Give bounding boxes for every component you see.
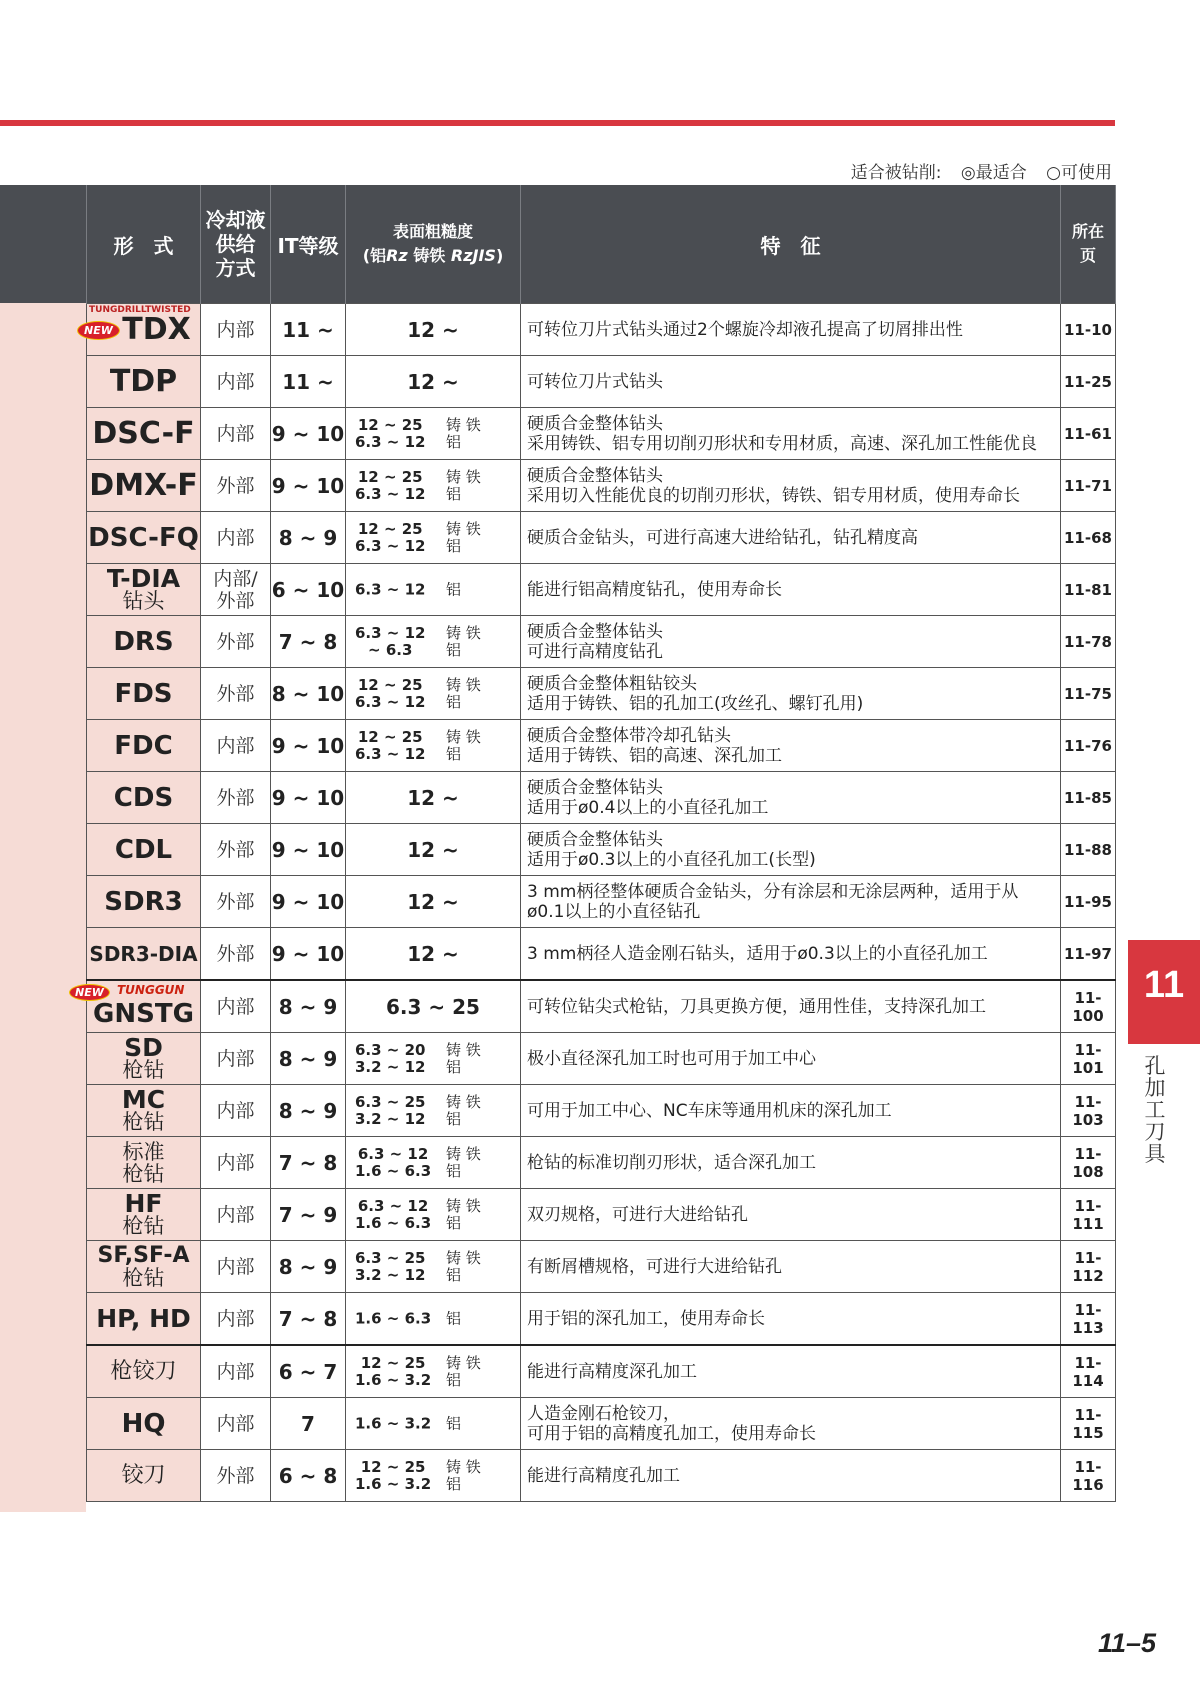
tool-name bbox=[87, 1085, 201, 1137]
feature-cell bbox=[521, 616, 1061, 668]
tool-name: CDS bbox=[87, 772, 201, 824]
feature-cell: 能进行高精度深孔加工 bbox=[521, 1345, 1061, 1398]
tool-name: DMX-F bbox=[87, 460, 201, 512]
roughness-value: 6.3 ~ 12 bbox=[355, 580, 426, 598]
page-ref: 11-10 bbox=[1061, 304, 1116, 356]
tool-name: DRS bbox=[87, 616, 201, 668]
chapter-number: 11 bbox=[1143, 964, 1185, 1006]
table-row bbox=[87, 1293, 1116, 1346]
roughness-cell: 12 ~ bbox=[346, 772, 521, 824]
material-label: 铸 铁 bbox=[446, 1353, 481, 1372]
it-cell: 9 ~ 10 bbox=[271, 928, 346, 981]
tool-name-line1: T-DIA bbox=[106, 563, 181, 593]
material-label: 铝 bbox=[446, 1474, 462, 1493]
chapter-title bbox=[1143, 1055, 1167, 1165]
page-number: 11–5 bbox=[1098, 1628, 1157, 1658]
table-row bbox=[87, 1033, 1116, 1085]
tool-name: SDR3-DIA bbox=[87, 928, 201, 981]
feature-line: 硬质合金整体钻头 bbox=[527, 621, 663, 642]
header-roughness bbox=[346, 185, 521, 304]
header-coolant-l1: 冷却液 bbox=[205, 208, 266, 232]
it-cell: 6 ~ 10 bbox=[271, 564, 346, 616]
feature-line: 硬质合金整体钻头 bbox=[527, 777, 663, 798]
feature-cell: 极小直径深孔加工时也可用于加工中心 bbox=[521, 1033, 1061, 1085]
coolant-cell bbox=[201, 564, 271, 616]
material-label: 铸 铁 bbox=[446, 1457, 481, 1476]
coolant-cell: 内部 bbox=[201, 1345, 271, 1398]
page-ref: 11-75 bbox=[1061, 668, 1116, 720]
coolant-line: 外部 bbox=[216, 589, 255, 612]
feature-cell: 枪钻的标准切削刃形状，适合深孔加工 bbox=[521, 1137, 1061, 1189]
coolant-cell: 外部 bbox=[201, 1450, 271, 1502]
material-label: 铝 bbox=[446, 640, 462, 659]
roughness-value: 6.3 ~ 20 bbox=[355, 1040, 426, 1059]
roughness-value: 6.3 ~ 12 bbox=[355, 623, 426, 642]
tool-name-line2: 枪钻 bbox=[122, 1213, 165, 1238]
tool-name-line1: SD bbox=[124, 1032, 163, 1062]
tool-name: FDC bbox=[87, 720, 201, 772]
it-cell: 8 ~ 9 bbox=[271, 1241, 346, 1293]
roughness-value: 1.6 ~ 6.3 bbox=[355, 1161, 432, 1180]
it-cell: 7 ~ 8 bbox=[271, 1137, 346, 1189]
coolant-cell: 内部 bbox=[201, 1085, 271, 1137]
page-ref: 11-103 bbox=[1061, 1085, 1116, 1137]
feature-cell: 可转位钻尖式枪钻，刀具更换方便，通用性佳，支持深孔加工 bbox=[521, 980, 1061, 1033]
it-cell: 7 ~ 8 bbox=[271, 616, 346, 668]
roughness-cell: 12 ~ bbox=[346, 876, 521, 928]
material-label: 铝 bbox=[446, 1370, 462, 1389]
tool-name bbox=[87, 564, 201, 616]
new-badge: NEW bbox=[69, 984, 110, 1001]
tool-name: TDP bbox=[87, 356, 201, 408]
chapter-title-char: 具 bbox=[1144, 1142, 1166, 1166]
material-label: 铝 bbox=[446, 692, 462, 711]
tool-name-line2: 枪钻 bbox=[122, 1265, 165, 1290]
feature-line: 采用切入性能优良的切削刃形状，铸铁、铝专用材质，使用寿命长 bbox=[527, 485, 1020, 506]
feature-cell bbox=[521, 408, 1061, 460]
feature-line: 适用于铸铁、铝的高速、深孔加工 bbox=[527, 745, 782, 766]
material-label: 铝 bbox=[446, 484, 462, 503]
feature-cell: 能进行高精度孔加工 bbox=[521, 1450, 1061, 1502]
coolant-cell: 内部 bbox=[201, 980, 271, 1033]
roughness-value: 6.3 ~ 12 bbox=[355, 744, 426, 763]
header-coolant-l2: 供给 bbox=[215, 232, 256, 256]
table-row bbox=[87, 980, 1116, 1033]
roughness-cell bbox=[346, 1137, 521, 1189]
tool-name bbox=[75, 980, 201, 1033]
header-form: 形 式 bbox=[87, 185, 201, 304]
it-cell: 9 ~ 10 bbox=[271, 772, 346, 824]
chapter-title-char: 孔 bbox=[1144, 1054, 1166, 1078]
page-ref: 11-100 bbox=[1061, 980, 1116, 1033]
tool-name: SDR3 bbox=[87, 876, 201, 928]
table-row bbox=[87, 1241, 1116, 1293]
roughness-value: 1.6 ~ 3.2 bbox=[355, 1370, 432, 1389]
coolant-cell: 内部 bbox=[201, 1033, 271, 1085]
tool-name: 铰刀 bbox=[87, 1450, 201, 1502]
header-page bbox=[1061, 185, 1116, 304]
roughness-value: 6.3 ~ 12 bbox=[357, 1144, 429, 1163]
header-rough-l1: 表面粗糙度 bbox=[392, 222, 473, 241]
tool-name bbox=[87, 1137, 201, 1189]
page-ref: 11-61 bbox=[1061, 408, 1116, 460]
tool-name-line1: HF bbox=[124, 1188, 163, 1218]
table-row bbox=[87, 824, 1116, 876]
table-row bbox=[87, 1189, 1116, 1241]
header-rough-l2c: 铸铁 bbox=[407, 246, 446, 265]
coolant-cell: 内部 bbox=[201, 1398, 271, 1450]
tool-name-line1: SF,SF-A bbox=[97, 1242, 190, 1268]
table-row bbox=[87, 1398, 1116, 1450]
header-page-l2: 页 bbox=[1079, 246, 1096, 265]
feature-line: 适用于ø0.3以上的小直径孔加工(长型) bbox=[527, 849, 816, 870]
roughness-cell: 12 ~ bbox=[346, 928, 521, 981]
tungdrill-twisted-logo: TUNGDRILLTWISTED bbox=[89, 305, 191, 315]
roughness-cell bbox=[346, 460, 521, 512]
header-coolant-l3: 方式 bbox=[215, 256, 256, 280]
it-cell: 6 ~ 8 bbox=[271, 1450, 346, 1502]
coolant-cell: 外部 bbox=[201, 616, 271, 668]
roughness-value: 12 ~ 25 bbox=[357, 519, 423, 538]
left-material-strip bbox=[0, 185, 86, 1512]
page-ref: 11-113 bbox=[1061, 1293, 1116, 1346]
coolant-cell: 外部 bbox=[201, 876, 271, 928]
page-ref: 11-85 bbox=[1061, 772, 1116, 824]
header-page-l1: 所在 bbox=[1071, 222, 1104, 241]
coolant-cell: 内部 bbox=[201, 512, 271, 564]
tool-name-text: TDX bbox=[122, 311, 191, 347]
roughness-cell: 12 ~ bbox=[346, 304, 521, 356]
roughness-value: 3.2 ~ 12 bbox=[355, 1265, 426, 1284]
roughness-value: 6.3 ~ 25 bbox=[355, 1092, 426, 1111]
table-row bbox=[87, 1450, 1116, 1502]
page-ref: 11-108 bbox=[1061, 1137, 1116, 1189]
roughness-value: 1.6 ~ 6.3 bbox=[355, 1213, 432, 1232]
material-label: 铝 bbox=[446, 1161, 462, 1180]
chapter-tab[interactable] bbox=[1128, 940, 1200, 1044]
roughness-value: 1.6 ~ 6.3 bbox=[355, 1309, 432, 1327]
feature-line: 硬质合金整体钻头 bbox=[527, 465, 663, 486]
feature-line: 硬质合金整体带冷却孔钻头 bbox=[527, 725, 731, 746]
roughness-cell bbox=[346, 668, 521, 720]
table-row bbox=[87, 564, 1116, 616]
roughness-cell bbox=[346, 1085, 521, 1137]
feature-cell: 可用于加工中心、NC车床等通用机床的深孔加工 bbox=[521, 1085, 1061, 1137]
material-label: 铸 铁 bbox=[446, 623, 481, 642]
roughness-value: 12 ~ 25 bbox=[360, 1457, 426, 1476]
tool-name bbox=[84, 304, 201, 356]
tool-name bbox=[87, 1241, 201, 1293]
roughness-cell: 6.3 ~ 25 bbox=[346, 980, 521, 1033]
it-cell: 9 ~ 10 bbox=[271, 876, 346, 928]
table-row bbox=[87, 512, 1116, 564]
tool-name: 枪铰刀 bbox=[87, 1345, 201, 1398]
roughness-cell bbox=[346, 1398, 521, 1450]
feature-cell: 可转位刀片式钻头 bbox=[521, 356, 1061, 408]
roughness-value: 3.2 ~ 12 bbox=[355, 1057, 426, 1076]
coolant-cell: 外部 bbox=[201, 928, 271, 981]
feature-cell bbox=[521, 668, 1061, 720]
legend-usable: ○可使用 bbox=[1046, 163, 1112, 183]
material-label: 铸 铁 bbox=[446, 1144, 481, 1163]
feature-line: 硬质合金整体钻头 bbox=[527, 829, 663, 850]
table-row bbox=[87, 1085, 1116, 1137]
chapter-title-char: 加 bbox=[1144, 1076, 1166, 1100]
feature-line: ø0.1以上的小直径钻孔 bbox=[527, 901, 701, 922]
feature-line: 采用铸铁、铝专用切削刃形状和专用材质，高速、深孔加工性能优良 bbox=[527, 433, 1037, 454]
tool-name-text: GNSTG bbox=[93, 999, 194, 1029]
roughness-cell bbox=[346, 1189, 521, 1241]
material-label: 铝 bbox=[446, 1414, 462, 1432]
coolant-cell: 内部 bbox=[201, 1293, 271, 1346]
roughness-value: 6.3 ~ 12 bbox=[355, 484, 426, 503]
page-ref: 11-25 bbox=[1061, 356, 1116, 408]
roughness-cell bbox=[346, 720, 521, 772]
header-coolant bbox=[201, 185, 271, 304]
coolant-cell: 外部 bbox=[201, 668, 271, 720]
roughness-value: 12 ~ 25 bbox=[357, 675, 423, 694]
it-cell: 9 ~ 10 bbox=[271, 720, 346, 772]
feature-cell: 双刃规格，可进行大进给钻孔 bbox=[521, 1189, 1061, 1241]
it-cell: 7 ~ 9 bbox=[271, 1189, 346, 1241]
tool-name-line2: 枪钻 bbox=[122, 1057, 165, 1082]
tool-name bbox=[87, 1033, 201, 1085]
it-cell: 9 ~ 10 bbox=[271, 824, 346, 876]
page-ref: 11-97 bbox=[1061, 928, 1116, 981]
material-label: 铝 bbox=[446, 1309, 462, 1327]
coolant-cell: 内部 bbox=[201, 356, 271, 408]
it-cell: 7 ~ 8 bbox=[271, 1293, 346, 1346]
feature-cell: 有断屑槽规格，可进行大进给钻孔 bbox=[521, 1241, 1061, 1293]
feature-cell: 用于铝的深孔加工，使用寿命长 bbox=[521, 1293, 1061, 1346]
tool-name-line2: 枪钻 bbox=[122, 1161, 165, 1186]
page-ref: 11-115 bbox=[1061, 1398, 1116, 1450]
roughness-value: 6.3 ~ 12 bbox=[355, 432, 426, 451]
it-cell: 11 ~ bbox=[271, 356, 346, 408]
roughness-cell bbox=[346, 512, 521, 564]
coolant-cell: 内部 bbox=[201, 1137, 271, 1189]
legend-best: ◎最适合 bbox=[960, 163, 1027, 183]
it-cell: 8 ~ 9 bbox=[271, 980, 346, 1033]
feature-line: 3 mm柄径整体硬质合金钻头，分有涂层和无涂层两种，适用于从 bbox=[527, 881, 1019, 902]
table-row bbox=[87, 1137, 1116, 1189]
material-label: 铸 铁 bbox=[446, 467, 481, 486]
it-cell: 7 bbox=[271, 1398, 346, 1450]
feature-cell: 3 mm柄径人造金刚石钻头，适用于ø0.3以上的小直径孔加工 bbox=[521, 928, 1061, 981]
feature-line: 硬质合金整体粗钻铰头 bbox=[527, 673, 697, 694]
material-label: 铸 铁 bbox=[446, 1248, 481, 1267]
coolant-cell: 内部 bbox=[201, 408, 271, 460]
tool-name-line2: 枪钻 bbox=[122, 1109, 165, 1134]
tool-name: FDS bbox=[87, 668, 201, 720]
it-cell: 8 ~ 9 bbox=[271, 1033, 346, 1085]
coolant-cell: 内部 bbox=[201, 1189, 271, 1241]
table-row bbox=[87, 616, 1116, 668]
feature-cell bbox=[521, 1398, 1061, 1450]
feature-line: 适用于ø0.4以上的小直径孔加工 bbox=[527, 797, 769, 818]
coolant-cell: 外部 bbox=[201, 772, 271, 824]
tool-name: DSC-F bbox=[87, 408, 201, 460]
material-label: 铸 铁 bbox=[446, 727, 481, 746]
header-rough-l2b: Rz bbox=[386, 246, 408, 265]
page-ref: 11-111 bbox=[1061, 1189, 1116, 1241]
coolant-cell: 外部 bbox=[201, 824, 271, 876]
feature-line: 可进行高精度钻孔 bbox=[527, 641, 663, 662]
material-label: 铝 bbox=[446, 1057, 462, 1076]
roughness-cell bbox=[346, 408, 521, 460]
roughness-value: 12 ~ 25 bbox=[360, 1353, 426, 1372]
material-label: 铝 bbox=[446, 1213, 462, 1232]
header-rough-l2e: ) bbox=[495, 246, 504, 265]
tool-name: DSC-FQ bbox=[87, 512, 201, 564]
page-ref: 11-101 bbox=[1061, 1033, 1116, 1085]
roughness-value: 12 ~ 25 bbox=[357, 415, 423, 434]
roughness-cell bbox=[346, 1033, 521, 1085]
it-cell: 8 ~ 9 bbox=[271, 512, 346, 564]
tool-name: HP, HD bbox=[87, 1293, 201, 1346]
material-label: 铝 bbox=[446, 432, 462, 451]
new-badge: NEW bbox=[77, 321, 120, 340]
page-ref: 11-76 bbox=[1061, 720, 1116, 772]
page-ref: 11-88 bbox=[1061, 824, 1116, 876]
it-cell: 11 ~ bbox=[271, 304, 346, 356]
table-row bbox=[87, 1345, 1116, 1398]
roughness-value: 1.6 ~ 3.2 bbox=[355, 1414, 432, 1432]
material-label: 铸 铁 bbox=[446, 1092, 481, 1111]
tunggun-logo: TUNGGUN bbox=[117, 983, 185, 997]
header-feature: 特 征 bbox=[521, 185, 1061, 304]
tool-name-line1: 标准 bbox=[122, 1139, 165, 1164]
feature-line: 人造金刚石枪铰刀， bbox=[527, 1403, 680, 1424]
roughness-value: 3.2 ~ 12 bbox=[355, 1109, 426, 1128]
roughness-cell bbox=[346, 1345, 521, 1398]
top-red-rule bbox=[0, 120, 1115, 126]
feature-cell: 能进行铝高精度钻孔，使用寿命长 bbox=[521, 564, 1061, 616]
tool-name: HQ bbox=[87, 1398, 201, 1450]
tool-name-line2: 钻头 bbox=[122, 588, 165, 613]
roughness-cell: 12 ~ bbox=[346, 356, 521, 408]
table-row bbox=[87, 720, 1116, 772]
feature-cell bbox=[521, 460, 1061, 512]
it-cell: 9 ~ 10 bbox=[271, 460, 346, 512]
page-ref: 11-71 bbox=[1061, 460, 1116, 512]
roughness-value: ~ 6.3 bbox=[368, 640, 413, 659]
roughness-value: 6.3 ~ 25 bbox=[355, 1248, 426, 1267]
roughness-cell bbox=[346, 1293, 521, 1346]
material-label: 铝 bbox=[446, 536, 462, 555]
material-label: 铸 铁 bbox=[446, 519, 481, 538]
header-rough-l2a: (铝 bbox=[362, 246, 387, 265]
page-ref: 11-116 bbox=[1061, 1450, 1116, 1502]
coolant-cell: 外部 bbox=[201, 460, 271, 512]
table-row bbox=[87, 772, 1116, 824]
table-header-row bbox=[87, 185, 1116, 304]
material-label: 铸 铁 bbox=[446, 1196, 481, 1215]
header-it: IT等级 bbox=[271, 185, 346, 304]
feature-cell: 硬质合金钻头，可进行高速大进给钻孔，钻孔精度高 bbox=[521, 512, 1061, 564]
material-label: 铝 bbox=[446, 580, 462, 598]
material-label: 铸 铁 bbox=[446, 675, 481, 694]
table-row bbox=[87, 928, 1116, 981]
table-row bbox=[87, 356, 1116, 408]
tool-name: CDL bbox=[87, 824, 201, 876]
feature-cell bbox=[521, 720, 1061, 772]
chapter-title-char: 工 bbox=[1144, 1098, 1166, 1122]
it-cell: 8 ~ 9 bbox=[271, 1085, 346, 1137]
feature-cell bbox=[521, 772, 1061, 824]
coolant-line: 内部/ bbox=[213, 567, 258, 590]
feature-cell bbox=[521, 824, 1061, 876]
it-cell: 6 ~ 7 bbox=[271, 1345, 346, 1398]
feature-line: 可用于铝的高精度孔加工，使用寿命长 bbox=[527, 1423, 816, 1444]
page-ref: 11-95 bbox=[1061, 876, 1116, 928]
page-ref: 11-68 bbox=[1061, 512, 1116, 564]
chapter-title-char: 刀 bbox=[1144, 1120, 1166, 1144]
roughness-value: 1.6 ~ 3.2 bbox=[355, 1474, 432, 1493]
page-ref: 11-114 bbox=[1061, 1345, 1116, 1398]
header-rough-l2d: RzJIS bbox=[450, 246, 496, 265]
page-ref: 11-78 bbox=[1061, 616, 1116, 668]
table-row bbox=[87, 668, 1116, 720]
table-row bbox=[87, 876, 1116, 928]
roughness-value: 6.3 ~ 12 bbox=[355, 536, 426, 555]
material-label: 铸 铁 bbox=[446, 1040, 481, 1059]
material-label: 铝 bbox=[446, 1109, 462, 1128]
feature-cell: 可转位刀片式钻头通过2个螺旋冷却液孔提高了切屑排出性 bbox=[521, 304, 1061, 356]
table-row bbox=[87, 408, 1116, 460]
coolant-cell: 内部 bbox=[201, 720, 271, 772]
table-row bbox=[87, 460, 1116, 512]
roughness-value: 12 ~ 25 bbox=[357, 727, 423, 746]
tool-name bbox=[87, 1189, 201, 1241]
coolant-cell: 内部 bbox=[201, 304, 271, 356]
roughness-value: 6.3 ~ 12 bbox=[357, 1196, 429, 1215]
tool-table bbox=[75, 185, 1116, 1502]
feature-cell bbox=[521, 876, 1061, 928]
it-cell: 9 ~ 10 bbox=[271, 408, 346, 460]
feature-line: 适用于铸铁、铝的孔加工(攻丝孔、螺钉孔用) bbox=[527, 693, 864, 714]
page-ref: 11-112 bbox=[1061, 1241, 1116, 1293]
it-cell: 8 ~ 10 bbox=[271, 668, 346, 720]
material-label: 铝 bbox=[446, 744, 462, 763]
legend-label: 适合被钻削: bbox=[850, 163, 942, 183]
roughness-value: 6.3 ~ 12 bbox=[355, 692, 426, 711]
roughness-value: 12 ~ 25 bbox=[357, 467, 423, 486]
tool-name-line1: MC bbox=[121, 1084, 166, 1114]
material-label: 铸 铁 bbox=[446, 415, 481, 434]
feature-line: 硬质合金整体钻头 bbox=[527, 413, 663, 434]
page-ref: 11-81 bbox=[1061, 564, 1116, 616]
roughness-cell bbox=[346, 564, 521, 616]
roughness-cell bbox=[346, 1450, 521, 1502]
roughness-cell bbox=[346, 1241, 521, 1293]
legend bbox=[837, 158, 1112, 183]
coolant-cell: 内部 bbox=[201, 1241, 271, 1293]
header-strip-left bbox=[0, 185, 86, 303]
material-label: 铝 bbox=[446, 1265, 462, 1284]
roughness-cell: 12 ~ bbox=[346, 824, 521, 876]
table-row bbox=[87, 304, 1116, 356]
roughness-cell bbox=[346, 616, 521, 668]
